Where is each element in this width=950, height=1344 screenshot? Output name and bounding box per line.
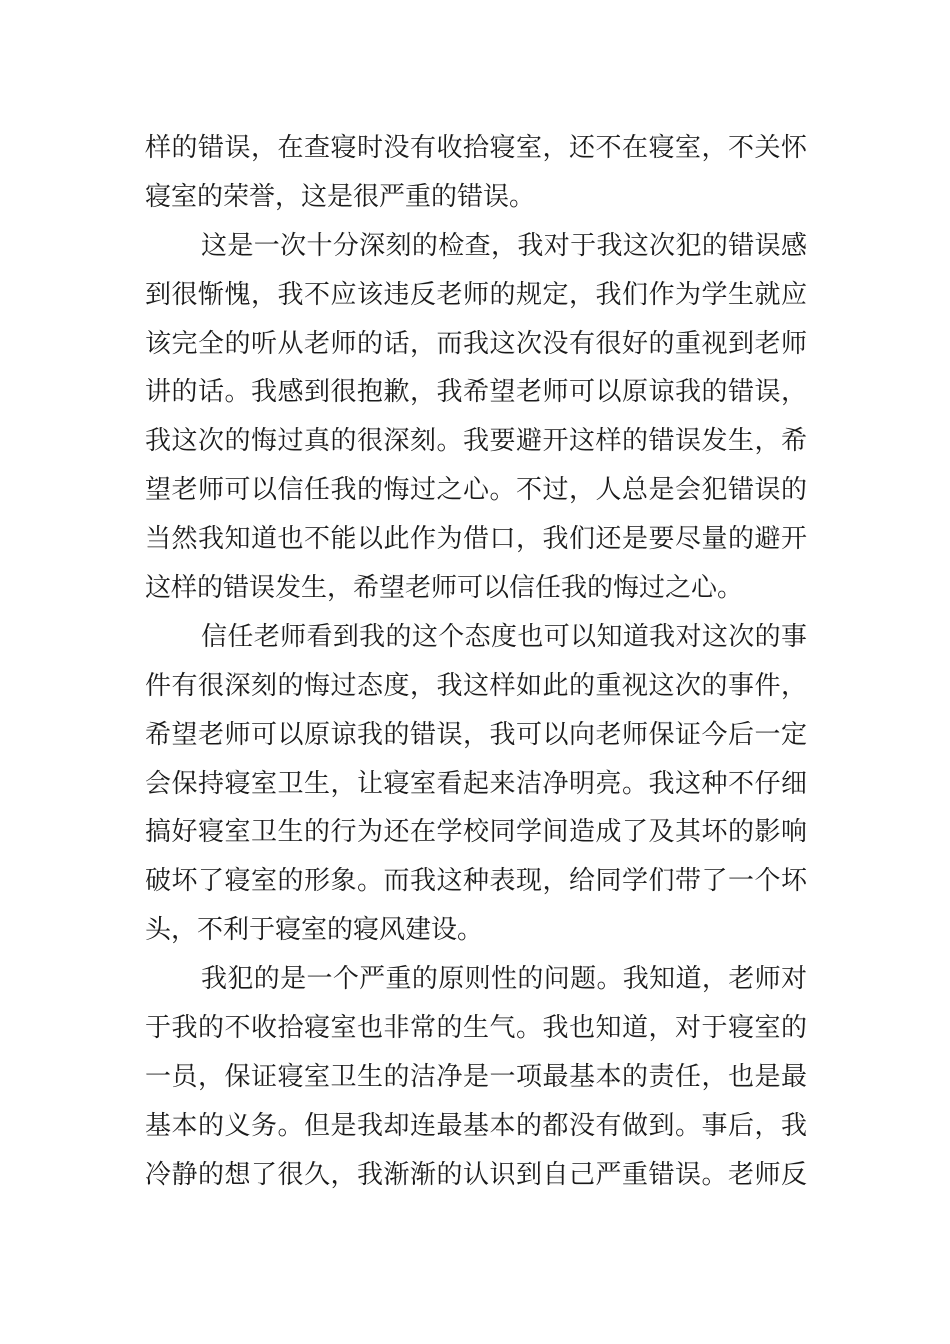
text-line: 寝室的荣誉，这是很严重的错误。 [145,181,536,212]
text-line: 冷静的想了很久，我渐渐的认识到自己严重错误。老师反 [145,1159,807,1190]
text-line: 该完全的听从老师的话，而我这次没有很好的重视到老师 [145,328,807,359]
text-line: 于我的不收拾寝室也非常的生气。我也知道，对于寝室的 [145,1013,807,1044]
text-line: 信任老师看到我的这个态度也可以知道我对这次的事 [201,621,807,652]
text-line: 件有很深刻的悔过态度，我这样如此的重视这次的事件， [145,670,807,701]
document-body [145,124,807,1200]
text-line: 破坏了寝室的形象。而我这种表现，给同学们带了一个坏 [145,866,807,897]
text-line: 讲的话。我感到很抱歉，我希望老师可以原谅我的错误， [145,377,807,408]
text-line: 望老师可以信任我的悔过之心。不过，人总是会犯错误的 [145,475,807,506]
text-line: 我这次的悔过真的很深刻。我要避开这样的错误发生，希 [145,426,807,457]
text-line: 希望老师可以原谅我的错误，我可以向老师保证今后一定 [145,719,807,750]
text-line: 我犯的是一个严重的原则性的问题。我知道，老师对 [201,964,807,995]
text-line: 搞好寝室卫生的行为还在学校同学间造成了及其坏的影响 [145,817,807,848]
text-line: 这样的错误发生，希望老师可以信任我的悔过之心。 [145,573,744,604]
text-line: 当然我知道也不能以此作为借口，我们还是要尽量的避开 [145,524,807,555]
text-line: 一员，保证寝室卫生的洁净是一项最基本的责任，也是最 [145,1061,807,1092]
text-line: 这是一次十分深刻的检查，我对于我这次犯的错误感 [201,230,807,261]
text-line: 样的错误，在查寝时没有收拾寝室，还不在寝室，不关怀 [145,133,807,163]
text-line: 会保持寝室卫生，让寝室看起来洁净明亮。我这种不仔细 [145,768,807,799]
text-line: 基本的义务。但是我却连最基本的都没有做到。事后，我 [145,1110,807,1141]
text-line: 头，不利于寝室的寝风建设。 [145,915,484,946]
text-line: 到很惭愧，我不应该违反老师的规定，我们作为学生就应 [145,279,807,310]
